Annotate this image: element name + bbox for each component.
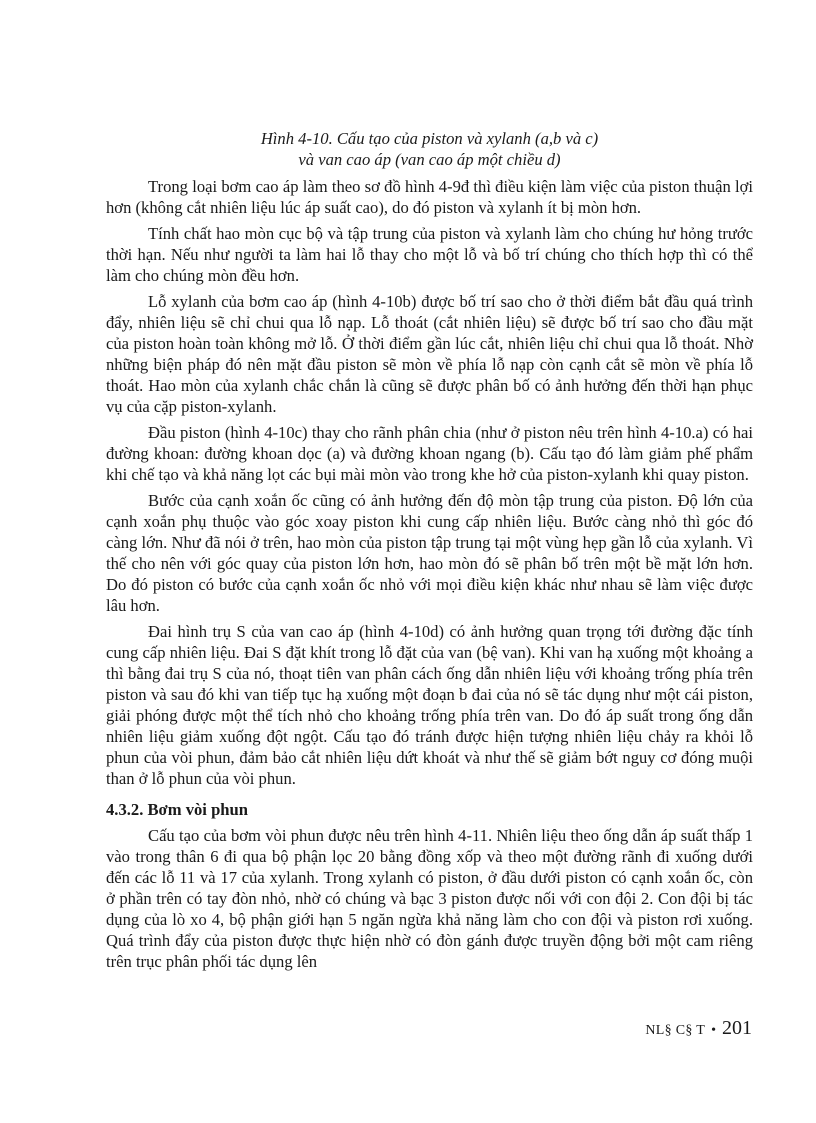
paragraph: Bước của cạnh xoắn ốc cũng có ảnh hưởng đến độ mòn tập trung của piston. Độ lớn của cạnh xoắn phụ thuộc vào góc xoay piston khi cung cấp nhiên liệu. Bước càng nhỏ thì góc đó càng lớn. Như đã nói ở trên, hao mòn của piston tập trung tại một vùng hẹp gần lỗ của xylanh. Vì thế cho nên với góc quay của piston lớn hơn, hao mòn đó sẽ phân bố trên một bề mặt lớn hơn. Do đó piston có bước của cạnh xoắn ốc nhỏ với mọi điều kiện khác như nhau sẽ làm việc được lâu hơn. (106, 491, 753, 615)
caption-line-2: và van cao áp (van cao áp một chiều d) (298, 150, 561, 169)
page-footer (645, 1017, 752, 1040)
section-paragraph: Cấu tạo của bơm vòi phun được nêu trên hình 4-11. Nhiên liệu theo ống dẫn áp suất thấp 1 vào trong thân 6 đi qua bộ phận lọc 20 bằng đồng xốp và theo một đường rãnh đi xuống dưới đến các lỗ 11 và 17 của xylanh. Trong xylanh có piston, ở đầu dưới piston có cạnh xoắn ốc, còn ở phần trên có tay đòn nhỏ, nhờ có chúng và bạc 3 piston được nối với con đội 2. Con đội bị tác dụng của lò xo 4, bộ phận giới hạn 5 ngăn ngừa khả năng làm cho con đội và piston rơi xuống. Quá trình đẩy của piston được thực hiện nhờ có đòn gánh được truyền động bởi một cam riêng trên trục phân phối tác dụng lên (106, 826, 753, 971)
paragraph: Tính chất hao mòn cục bộ và tập trung của piston và xylanh làm cho chúng hư hỏng trước thời hạn. Nếu như người ta làm hai lỗ thay cho một lỗ và bố trí chúng cho thích hợp thì có thể làm cho chúng mòn đều hơn. (106, 224, 753, 285)
page-body (106, 128, 753, 977)
figure-caption (106, 128, 753, 170)
page-number: 201 (722, 1017, 752, 1039)
section-heading: 4.3.2. Bơm vòi phun (106, 800, 248, 819)
footer-bullet: • (711, 1023, 716, 1038)
caption-line-1: Hình 4-10. Cấu tạo của piston và xylanh (a,b và c) (260, 129, 599, 148)
paragraph: Đai hình trụ S của van cao áp (hình 4-10d) có ảnh hưởng quan trọng tới đường đặc tính cung cấp nhiên liệu. Đai S đặt khít trong lỗ đặt của van (bệ van). Khi van hạ xuống một khoảng a thì bằng đai trụ S của nó, thoạt tiên van phân cách ống dẫn nhiên liệu với khoảng trống phía trên piston và sau đó khi van tiếp tục hạ xuống một đoạn b đai của nó sẽ tác dụng như một cái piston, giải phóng được một thể tích nhỏ cho khoảng trống phía trên van. Do đó áp suất trong ống dẫn nhiên liệu giảm xuống đột ngột. Cấu tạo đó tránh được hiện tượng nhiên liệu chảy ra khỏi lỗ phun của vòi phun, đảm bảo cắt nhiên liệu dứt khoát và như thế sẽ giảm bớt nguy cơ đóng muội than ở lỗ phun của vòi phun. (106, 622, 753, 788)
footer-label: NL§ C§ T (645, 1023, 706, 1038)
paragraph: Lỗ xylanh của bơm cao áp (hình 4-10b) được bố trí sao cho ở thời điểm bắt đầu quá trình đẩy, nhiên liệu sẽ chỉ chui qua lỗ nạp. Lỗ thoát (cắt nhiên liệu) sẽ được bố trí sao cho đầu mặt của piston hoàn toàn không mở lỗ. Ở thời điểm gần lúc cắt, nhiên liệu chỉ chui qua lỗ thoát. Nhờ những biện pháp đó nên mặt đầu piston sẽ mòn về phía lỗ nạp còn cạnh cắt sẽ mòn về phía lỗ thoát. Hao mòn của xylanh chắc chắn là cũng sẽ được phân bố có ảnh hưởng đến thời hạn phục vụ của cặp piston-xylanh. (106, 292, 753, 416)
paragraph: Trong loại bơm cao áp làm theo sơ đồ hình 4-9đ thì điều kiện làm việc của piston thuận lợi hơn (không cắt nhiên liệu lúc áp suất cao), do đó piston và xylanh ít bị mòn hơn. (106, 177, 753, 217)
paragraph: Đầu piston (hình 4-10c) thay cho rãnh phân chia (như ở piston nêu trên hình 4-10.a) có hai đường khoan: đường khoan dọc (a) và đường khoan ngang (b). Cấu tạo đó làm giảm phế phẩm khi chế tạo và khả năng lọt các bụi mài mòn vào trong khe hở của piston-xylanh khi quay piston. (106, 423, 753, 484)
